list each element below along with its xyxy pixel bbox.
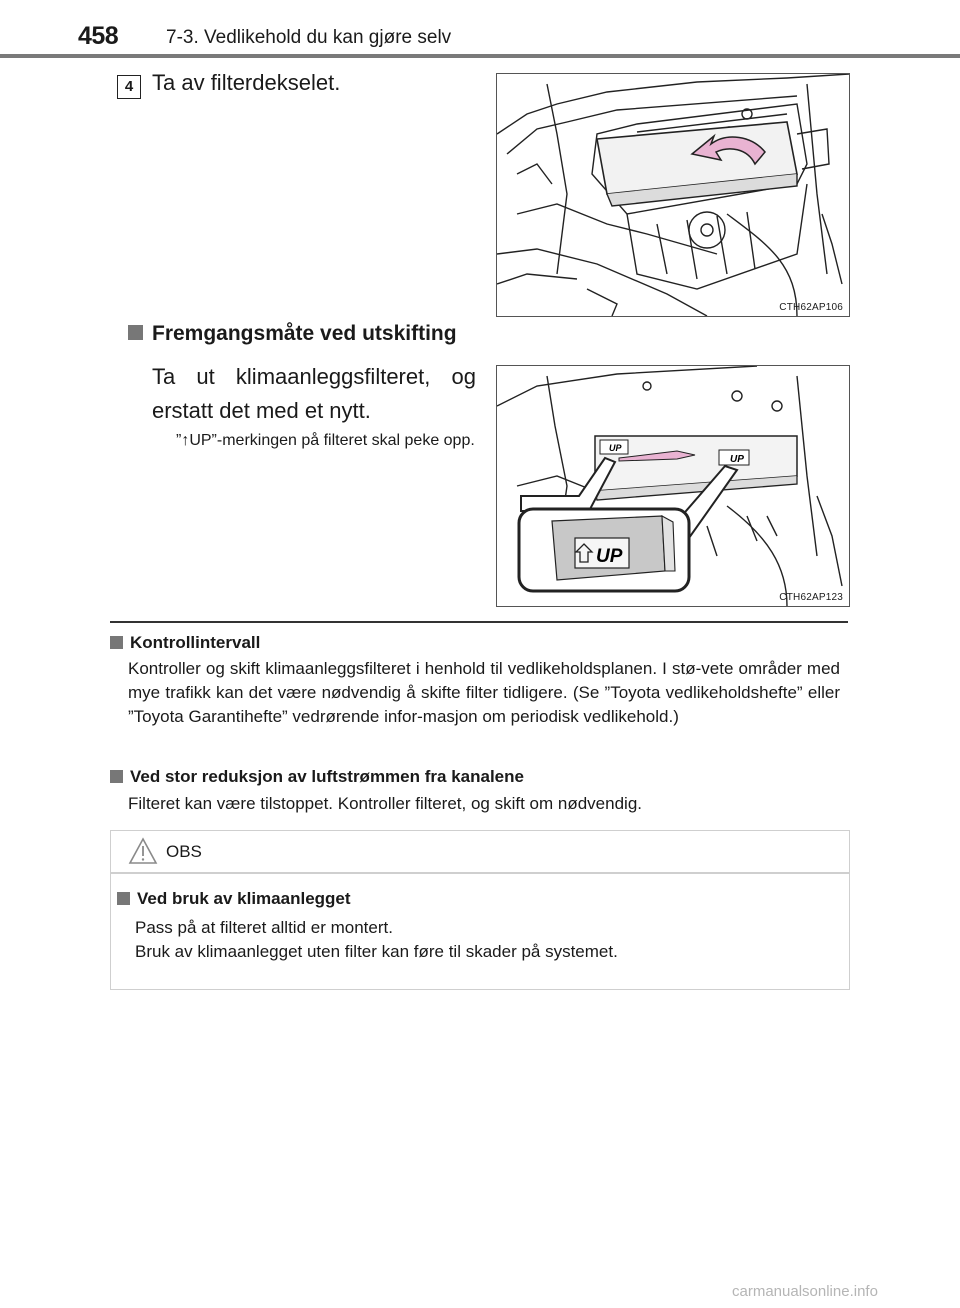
replacement-heading-text: Fremgangsmåte ved utskifting: [152, 322, 457, 345]
section-bullet: [117, 892, 130, 905]
warning-triangle-icon: [128, 837, 158, 865]
caution-line-1: Pass på at filteret alltid er montert.: [135, 918, 393, 937]
replacement-heading: [128, 322, 457, 346]
caution-heading-text: Ved bruk av klimaanlegget: [137, 889, 351, 908]
section-title: 7-3. Vedlikehold du kan gjøre selv: [166, 27, 452, 48]
section-bullet: [110, 770, 123, 783]
caution-line-2: Bruk av klimaanlegget uten filter kan føre til skader på systemet.: [135, 942, 618, 961]
filter-up-drawing: [497, 366, 849, 606]
filter-cover-drawing: [497, 74, 849, 316]
replacement-text: Ta ut klimaanleggsfilteret, og erstatt det med et nytt.: [152, 364, 476, 423]
large-up-label: UP: [596, 546, 623, 567]
section-divider: [110, 621, 848, 623]
caution-heading: [117, 889, 351, 909]
header-rule: [0, 54, 960, 58]
small-up-label-right: UP: [730, 454, 744, 465]
figure-code: CTH62AP106: [779, 302, 843, 313]
info-body-airflow: Filteret kan være tilstoppet. Kontroller filteret, og skift om nødvendig.: [128, 794, 643, 813]
step-number: 4: [117, 75, 141, 99]
info-heading-interval-text: Kontrollintervall: [130, 633, 261, 652]
section-bullet: [110, 636, 123, 649]
illustration-filter-up-marking: [496, 365, 850, 607]
watermark: carmanualsonline.info: [732, 1283, 878, 1300]
replacement-note: ”↑UP”-merkingen på filteret skal peke opp.: [176, 432, 475, 449]
section-bullet: [128, 325, 143, 340]
illustration-filter-cover: [496, 73, 850, 317]
caution-box: [110, 830, 850, 990]
caution-label: OBS: [166, 842, 202, 861]
caution-divider: [111, 872, 849, 874]
page-number: 458: [78, 22, 119, 50]
info-heading-airflow-text: Ved stor reduksjon av luftstrømmen fra kanalene: [130, 767, 524, 786]
figure-code: CTH62AP123: [779, 592, 843, 603]
info-heading-interval: [110, 633, 260, 653]
info-body-interval: Kontroller og skift klimaanleggsfilteret i henhold til vedlikeholdsplanen. I stø-vete områder med mye trafikk kan det være nødvendig å skifte filter tidligere. (Se ”Toyota vedlikeholdshefte” eller ”Toyota Garantihefte” vedrørende infor-masjon om periodisk vedlikehold.): [128, 659, 840, 726]
caution-header: [111, 831, 849, 872]
info-heading-airflow: [110, 767, 524, 787]
step-text: Ta av filterdekselet.: [152, 70, 341, 95]
small-up-label-left: UP: [609, 443, 622, 453]
